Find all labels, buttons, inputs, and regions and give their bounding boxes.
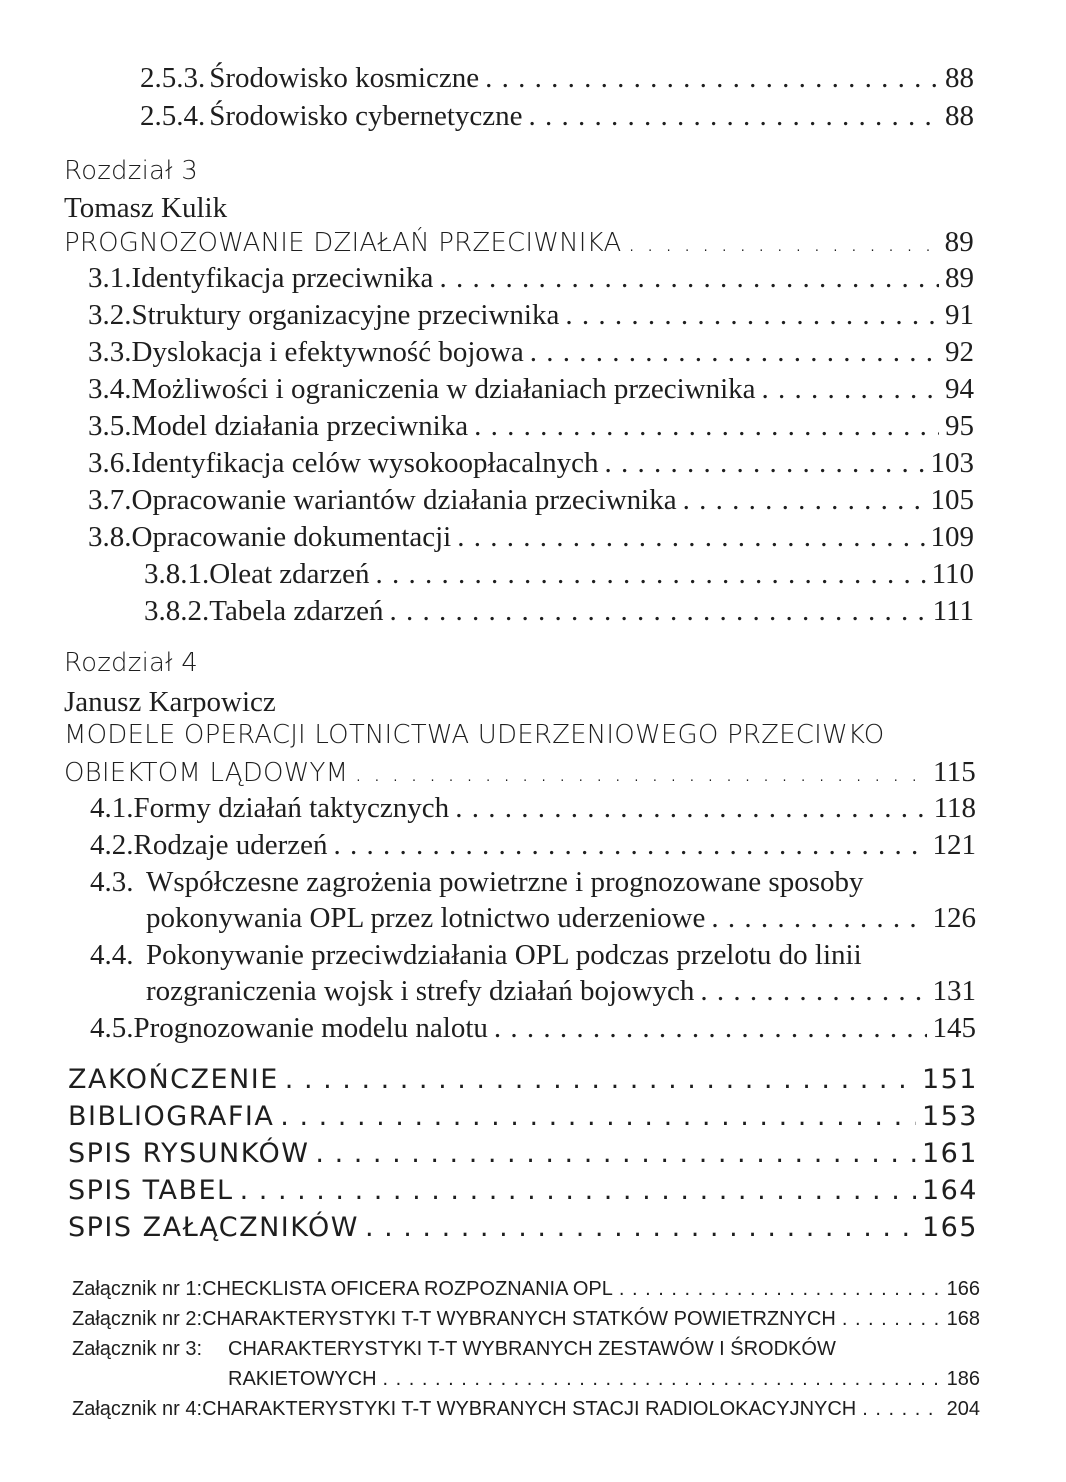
annex-entry[interactable]	[72, 1278, 980, 1301]
entry-page: 95	[945, 410, 974, 442]
annex-title: CHARAKTERYSTYKI T-T WYBRANYCH STACJI RADIOLOKACYJNYCH	[202, 1398, 857, 1420]
entry-title: Prognozowanie modelu nalotu	[133, 1012, 488, 1044]
entry-page: 186	[946, 1368, 980, 1390]
entry-page: 204	[946, 1398, 980, 1420]
entry-page: 145	[932, 1012, 976, 1044]
entry-number: 3.8.2.	[144, 595, 210, 627]
annex-entry[interactable]	[72, 1398, 980, 1421]
entry-title: Tabela zdarzeń	[209, 595, 384, 627]
entry-page: 118	[933, 792, 976, 824]
entry-number: 3.5.	[88, 410, 132, 442]
entry-number: 2.5.3.	[140, 62, 206, 94]
entry-page: 153	[921, 1101, 978, 1132]
entry-page: 105	[930, 484, 974, 516]
dot-leader	[240, 1175, 916, 1206]
entry-page: 115	[932, 756, 976, 788]
dot-leader	[375, 558, 925, 591]
dot-leader	[529, 100, 939, 133]
toc-entry[interactable]	[144, 558, 974, 591]
entry-title-line1: Współczesne zagrożenia powietrzne i prognozowane sposoby	[146, 866, 864, 898]
entry-page: 165	[921, 1212, 978, 1243]
toc-entry-line1[interactable]	[90, 939, 976, 972]
dot-leader	[711, 902, 926, 935]
toc-entry-line2[interactable]	[146, 975, 976, 1008]
section-title: BIBLIOGRAFIA	[68, 1101, 275, 1132]
dot-leader	[365, 1212, 916, 1243]
dot-leader	[457, 521, 924, 554]
entry-number: 3.4.	[88, 373, 132, 405]
entry-number: 3.8.1.	[144, 558, 210, 590]
toc-entry[interactable]	[90, 829, 976, 862]
entry-number: 4.1.	[90, 792, 134, 824]
toc-entry[interactable]	[88, 521, 974, 554]
toc-entry-line2[interactable]	[146, 902, 976, 935]
dot-leader	[530, 336, 939, 369]
section-title: ZAKOŃCZENIE	[68, 1064, 279, 1095]
dot-leader	[494, 1012, 927, 1045]
dot-leader	[474, 410, 939, 443]
entry-title-line2: rozgraniczenia wojsk i strefy działań bojowych	[146, 975, 695, 1007]
dot-leader	[390, 595, 927, 628]
entry-number: 4.5.	[90, 1012, 134, 1044]
annex-entry-line1[interactable]	[72, 1338, 980, 1361]
entry-number: 3.1.	[88, 262, 132, 294]
chapter-title-entry[interactable]	[64, 756, 976, 789]
toc-entry[interactable]	[90, 1012, 976, 1045]
entry-number: 3.2.	[88, 299, 132, 331]
toc-entry[interactable]	[140, 100, 974, 133]
entry-number: 3.8.	[88, 521, 132, 553]
toc-entry[interactable]	[88, 336, 974, 369]
annex-label: Załącznik nr 4:	[72, 1398, 203, 1420]
toc-entry[interactable]	[140, 62, 974, 95]
dot-leader	[619, 1278, 941, 1301]
entry-page: 110	[931, 558, 974, 590]
dot-leader	[683, 484, 925, 517]
entry-number: 3.6.	[88, 447, 132, 479]
entry-number: 3.3.	[88, 336, 132, 368]
entry-page: 131	[932, 975, 976, 1007]
dot-leader	[762, 373, 939, 406]
entry-title: Opracowanie wariantów działania przeciwnika	[131, 484, 677, 516]
entry-page: 88	[945, 62, 974, 94]
dot-leader	[700, 975, 926, 1008]
annex-label: Załącznik nr 2:	[72, 1308, 203, 1330]
entry-page: 91	[945, 299, 974, 331]
entry-title: Rodzaje uderzeń	[133, 829, 328, 861]
dot-leader	[439, 262, 939, 295]
entry-title-line2: pokonywania OPL przez lotnictwo uderzeniowe	[146, 902, 706, 934]
dot-leader	[485, 62, 939, 95]
dot-leader	[862, 1398, 940, 1421]
dot-leader	[334, 829, 927, 862]
dot-leader	[383, 1368, 941, 1391]
entry-title: Model działania przeciwnika	[131, 410, 469, 442]
section-title: SPIS TABEL	[68, 1175, 234, 1206]
dot-leader	[605, 447, 925, 480]
toc-entry[interactable]	[144, 595, 974, 628]
entry-page: 94	[945, 373, 974, 405]
entry-title: Struktury organizacyjne przeciwnika	[131, 299, 560, 331]
entry-title: Środowisko kosmiczne	[209, 62, 480, 94]
entry-page: 89	[945, 262, 974, 294]
annex-entry[interactable]	[72, 1308, 980, 1331]
entry-page: 109	[930, 521, 974, 553]
section-title: SPIS RYSUNKÓW	[68, 1138, 310, 1169]
entry-title: Opracowanie dokumentacji	[131, 521, 452, 553]
entry-page: 103	[930, 447, 974, 479]
toc-entry-line1[interactable]	[90, 866, 976, 899]
dot-leader	[280, 1101, 916, 1132]
entry-page: 126	[932, 902, 976, 934]
dot-leader	[627, 228, 938, 258]
chapter-title-entry[interactable]	[64, 226, 974, 259]
toc-section-entry[interactable]	[68, 1175, 978, 1206]
entry-title: Możliwości i ograniczenia w działaniach przeciwnika	[131, 373, 756, 405]
entry-title-line1: Pokonywanie przeciwdziałania OPL podczas przelotu do linii	[146, 939, 862, 971]
entry-title: Oleat zdarzeń	[209, 558, 370, 590]
section-title: SPIS ZAŁĄCZNIKÓW	[68, 1212, 359, 1243]
entry-page: 168	[946, 1308, 980, 1330]
annex-title-line2: RAKIETOWYCH	[228, 1368, 377, 1390]
entry-page: 161	[921, 1138, 978, 1169]
entry-number: 3.7.	[88, 484, 132, 516]
entry-page: 151	[921, 1064, 978, 1095]
chapter-label: Rozdział 4	[64, 648, 198, 678]
toc-entry[interactable]	[88, 484, 974, 517]
annex-label: Załącznik nr 3:	[72, 1338, 203, 1360]
dot-leader	[285, 1064, 916, 1095]
entry-page: 92	[945, 336, 974, 368]
entry-title: Identyfikacja przeciwnika	[131, 262, 434, 294]
toc-section-entry[interactable]	[68, 1064, 978, 1095]
annex-title: CHECKLISTA OFICERA ROZPOZNANIA OPL	[202, 1278, 613, 1300]
entry-number: 4.3.	[90, 866, 134, 898]
annex-title: CHARAKTERYSTYKI T-T WYBRANYCH STATKÓW POWIETRZNYCH	[202, 1308, 836, 1330]
toc-entry[interactable]	[88, 373, 974, 406]
chapter-author: Tomasz Kulik	[64, 192, 228, 224]
toc-entry[interactable]	[88, 410, 974, 443]
toc-entry[interactable]	[90, 792, 976, 825]
chapter-title-line1: MODELE OPERACJI LOTNICTWA UDERZENIOWEGO PRZECIWKO	[64, 720, 885, 750]
dot-leader	[354, 758, 927, 788]
chapter-title: PROGNOZOWANIE DZIAŁAŃ PRZECIWNIKA	[64, 228, 622, 258]
entry-number: 4.4.	[90, 939, 134, 971]
toc-entry[interactable]	[88, 447, 974, 480]
toc-section-entry[interactable]	[68, 1101, 978, 1132]
toc-entry[interactable]	[88, 262, 974, 295]
entry-title: Formy działań taktycznych	[133, 792, 450, 824]
entry-page: 111	[932, 595, 974, 627]
dot-leader	[315, 1138, 916, 1169]
entry-title: Identyfikacja celów wysokoopłacalnych	[131, 447, 599, 479]
entry-number: 4.2.	[90, 829, 134, 861]
dot-leader	[565, 299, 939, 332]
entry-page: 88	[945, 100, 974, 132]
toc-section-entry[interactable]	[68, 1138, 978, 1169]
chapter-title-line2: OBIEKTOM LĄDOWYM	[64, 758, 349, 788]
annex-title-line1: CHARAKTERYSTYKI T-T WYBRANYCH ZESTAWÓW I ŚRODKÓW	[228, 1338, 836, 1360]
entry-page: 121	[932, 829, 976, 861]
toc-entry[interactable]	[88, 299, 974, 332]
toc-section-entry[interactable]	[68, 1212, 978, 1243]
annex-label: Załącznik nr 1:	[72, 1278, 203, 1300]
chapter-author: Janusz Karpowicz	[64, 686, 276, 718]
entry-page: 166	[946, 1278, 980, 1300]
entry-number: 2.5.4.	[140, 100, 206, 132]
entry-title: Dyslokacja i efektywność bojowa	[131, 336, 524, 368]
entry-page: 164	[921, 1175, 978, 1206]
annex-entry-line2[interactable]	[228, 1368, 980, 1391]
dot-leader	[455, 792, 927, 825]
dot-leader	[842, 1308, 941, 1331]
entry-title: Środowisko cybernetyczne	[209, 100, 523, 132]
entry-page: 89	[944, 226, 974, 258]
chapter-label: Rozdział 3	[64, 156, 198, 186]
